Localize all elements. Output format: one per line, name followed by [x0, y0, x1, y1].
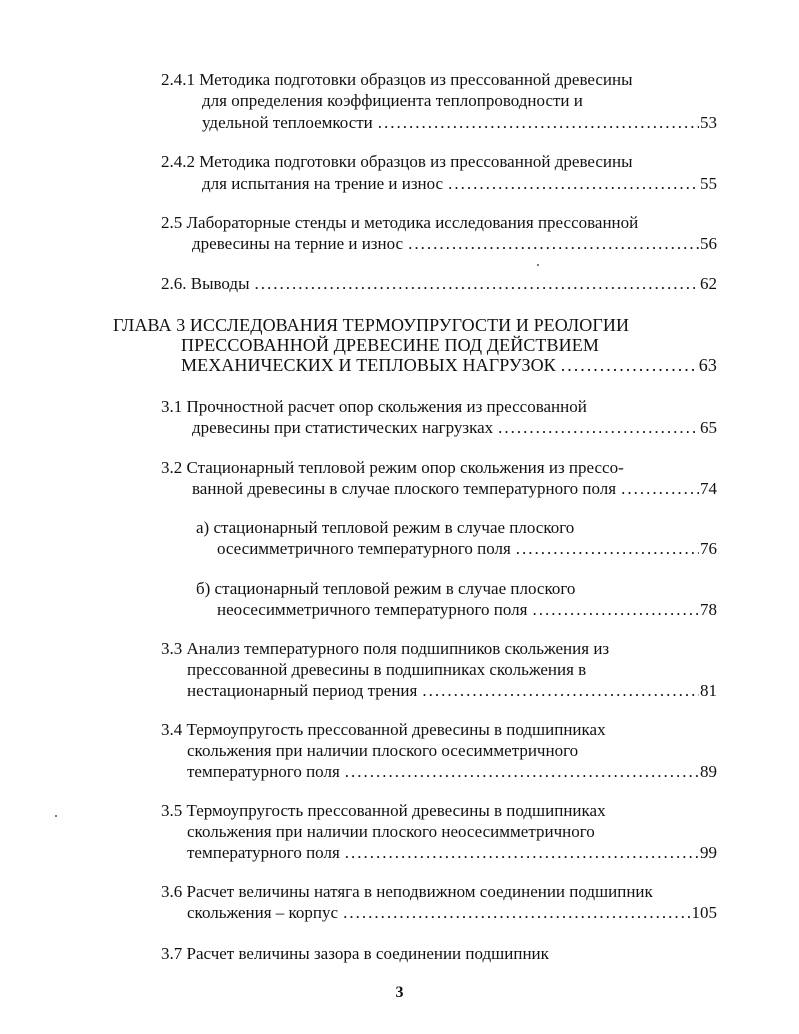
toc-entry-3-2-a-line-1: а) стационарный тепловой режим в случае плоского [196, 518, 575, 537]
page-number: 3 [395, 984, 404, 1001]
toc-entry-title: скольжения – корпус [187, 903, 339, 922]
toc-entry-2-4-1-line-2: для определения коэффициента теплопроводности и [202, 91, 583, 110]
toc-page-number: 56 [700, 234, 717, 253]
toc-page-number: 53 [700, 113, 717, 132]
dot-leader [345, 843, 699, 863]
chapter-3-heading-line-1: ГЛАВА 3 ИССЛЕДОВАНИЯ ТЕРМОУПРУГОСТИ И РЕОЛОГИИ [113, 315, 630, 335]
toc-entry-3-6-line-1: 3.6 Расчет величины натяга в неподвижном соединении подшипник [161, 882, 653, 901]
toc-page-number: 63 [698, 355, 717, 375]
toc-entry-3-1-line-1: 3.1 Прочностной расчет опор скольжения из прессованной [161, 397, 587, 416]
toc-entry-title: древесины при статистических нагрузках [192, 418, 494, 437]
scan-speck [55, 815, 57, 817]
toc-entry-title: неосесимметричного температурного поля [217, 600, 528, 619]
toc-chapter-3[interactable] [181, 355, 717, 375]
toc-page-number: 65 [700, 418, 717, 437]
dot-leader [422, 681, 699, 701]
toc-entry-title: температурного поля [187, 762, 340, 781]
dot-leader [621, 479, 699, 499]
dot-leader [498, 418, 699, 438]
toc-entry-3-5-line-1: 3.5 Термоупругость прессованной древесины в подшипниках [161, 801, 606, 820]
toc-entry-title: температурного поля [187, 843, 340, 862]
toc-page-number: 105 [691, 903, 717, 922]
scan-speck [537, 264, 539, 266]
toc-entry-3-1[interactable] [192, 418, 717, 438]
toc-entry-title: МЕХАНИЧЕСКИХ И ТЕПЛОВЫХ НАГРУЗОК [181, 355, 556, 375]
toc-entry-3-3-line-2: прессованной древесины в подшипниках скольжения в [187, 660, 587, 679]
toc-entry-3-3-line-1: 3.3 Анализ температурного поля подшипников скольжения из [161, 639, 610, 658]
chapter-3-heading-line-2: ПРЕССОВАННОЙ ДРЕВЕСИНЕ ПОД ДЕЙСТВИЕМ [181, 335, 599, 355]
toc-entry-3-2-a[interactable] [217, 539, 717, 559]
toc-entry-3-2-b-line-1: б) стационарный тепловой режим в случае плоского [196, 579, 576, 598]
toc-entry-2-4-2[interactable] [202, 174, 717, 194]
toc-page-number: 78 [700, 600, 717, 619]
toc-page-number: 89 [700, 762, 717, 781]
dot-leader [408, 234, 699, 254]
toc-entry-2-4-1[interactable] [202, 113, 717, 133]
toc-page-number: 62 [700, 274, 717, 293]
toc-entry-title: нестационарный период трения [187, 681, 418, 700]
toc-entry-title: осесимметричного температурного поля [217, 539, 511, 558]
toc-entry-3-2-line-1: 3.2 Стационарный тепловой режим опор скольжения из прессо- [161, 458, 624, 477]
toc-entry-3-6[interactable] [187, 903, 717, 923]
dot-leader [378, 113, 699, 133]
dot-leader [255, 274, 699, 294]
dot-leader [448, 174, 699, 194]
toc-page-number: 74 [700, 479, 717, 498]
toc-entry-2-6[interactable] [161, 274, 717, 294]
dot-leader [345, 762, 699, 782]
toc-entry-title: удельной теплоемкости [202, 113, 373, 132]
toc-entry-3-5[interactable] [187, 843, 717, 863]
toc-entry-2-5-line-1: 2.5 Лабораторные стенды и методика исследования прессованной [161, 213, 639, 232]
toc-entry-3-4-line-1: 3.4 Термоупругость прессованной древесины в подшипниках [161, 720, 606, 739]
toc-entry-3-5-line-2: скольжения при наличии плоского неосесимметричного [187, 822, 595, 841]
toc-entry-3-3[interactable] [187, 681, 717, 701]
toc-entry-3-7-line-1[interactable]: 3.7 Расчет величины зазора в соединении подшипник [161, 944, 549, 963]
toc-entry-title: для испытания на трение и износ [202, 174, 444, 193]
toc-entry-3-2-b[interactable] [217, 600, 717, 620]
toc-page-number: 99 [700, 843, 717, 862]
toc-entry-2-4-1-line-1: 2.4.1 Методика подготовки образцов из прессованной древесины [161, 70, 633, 89]
toc-entry-3-2[interactable] [192, 479, 717, 499]
toc-entry-3-4[interactable] [187, 762, 717, 782]
toc-page-number: 55 [700, 174, 717, 193]
toc-page-number: 76 [700, 539, 717, 558]
toc-entry-title: 2.6. Выводы [161, 274, 250, 293]
dot-leader [516, 539, 699, 559]
toc-entry-3-4-line-2: скольжения при наличии плоского осесимметричного [187, 741, 579, 760]
toc-entry-title: ванной древесины в случае плоского температурного поля [192, 479, 617, 498]
toc-entry-2-4-2-line-1: 2.4.2 Методика подготовки образцов из прессованной древесины [161, 152, 633, 171]
dot-leader [343, 903, 690, 923]
toc-page-number: 81 [700, 681, 717, 700]
dot-leader [561, 355, 698, 375]
toc-entry-2-5[interactable] [192, 234, 717, 254]
dot-leader [532, 600, 699, 620]
toc-entry-title: древесины на терние и износ [192, 234, 404, 253]
